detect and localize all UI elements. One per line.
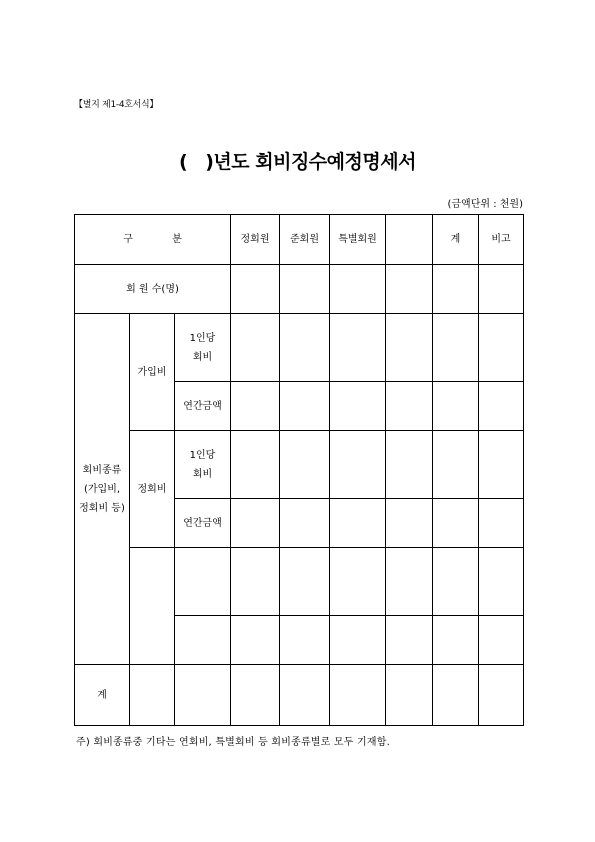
total-label: 계 bbox=[75, 665, 130, 726]
table-cell[interactable] bbox=[386, 382, 433, 431]
table-cell[interactable] bbox=[231, 665, 280, 726]
title-open-paren: ( bbox=[179, 151, 188, 173]
table-cell[interactable] bbox=[280, 499, 330, 548]
table-cell[interactable] bbox=[433, 382, 479, 431]
table-cell[interactable] bbox=[231, 548, 280, 616]
table-cell[interactable] bbox=[231, 499, 280, 548]
table-cell[interactable] bbox=[479, 382, 524, 431]
header-special-member: 특별회원 bbox=[330, 215, 386, 265]
per-person-fee-label: 1인당 회비 bbox=[175, 314, 231, 382]
table-cell[interactable] bbox=[280, 431, 330, 499]
fee-types-label: 회비종류 (가입비, 정회비 등) bbox=[75, 314, 130, 665]
table-cell[interactable] bbox=[130, 665, 175, 726]
table-cell[interactable] bbox=[479, 616, 524, 665]
table-cell[interactable] bbox=[280, 382, 330, 431]
table-cell[interactable] bbox=[330, 665, 386, 726]
table-row bbox=[75, 314, 524, 382]
group-other-blank bbox=[130, 548, 175, 665]
table-cell[interactable] bbox=[479, 314, 524, 382]
table-cell[interactable] bbox=[231, 314, 280, 382]
table-cell[interactable] bbox=[479, 665, 524, 726]
table-cell[interactable] bbox=[479, 431, 524, 499]
group-joining-fee: 가입비 bbox=[130, 314, 175, 431]
table-cell[interactable] bbox=[386, 548, 433, 616]
table-cell[interactable] bbox=[433, 548, 479, 616]
table-cell[interactable] bbox=[330, 314, 386, 382]
member-count-label: 회 원 수(명) bbox=[75, 265, 231, 314]
table-cell[interactable] bbox=[433, 616, 479, 665]
table-cell[interactable] bbox=[231, 265, 280, 314]
header-blank bbox=[386, 215, 433, 265]
amount-unit-note: (금액단위 : 천원) bbox=[447, 199, 523, 210]
table-row bbox=[75, 548, 524, 616]
header-regular-member: 정회원 bbox=[231, 215, 280, 265]
table-cell[interactable] bbox=[330, 265, 386, 314]
table-cell[interactable] bbox=[433, 314, 479, 382]
header-remarks: 비고 bbox=[479, 215, 524, 265]
table-cell[interactable] bbox=[330, 431, 386, 499]
table-cell[interactable] bbox=[280, 665, 330, 726]
table-cell[interactable] bbox=[479, 265, 524, 314]
table-cell[interactable] bbox=[386, 265, 433, 314]
item-blank bbox=[175, 616, 231, 665]
table-cell[interactable] bbox=[386, 616, 433, 665]
header-total: 계 bbox=[433, 215, 479, 265]
annual-amount-label: 연간금액 bbox=[175, 382, 231, 431]
table-cell[interactable] bbox=[330, 382, 386, 431]
table-cell[interactable] bbox=[280, 548, 330, 616]
annual-amount-label: 연간금액 bbox=[175, 499, 231, 548]
table-cell[interactable] bbox=[386, 499, 433, 548]
table-cell[interactable] bbox=[280, 265, 330, 314]
table-cell[interactable] bbox=[433, 265, 479, 314]
form-number-label: 【별지 제1-4호서식】 bbox=[74, 100, 159, 110]
table-cell[interactable] bbox=[386, 314, 433, 382]
table-cell[interactable] bbox=[386, 665, 433, 726]
header-row bbox=[75, 215, 524, 265]
total-row bbox=[75, 665, 524, 726]
table-cell[interactable] bbox=[433, 499, 479, 548]
per-person-fee-label: 1인당 회비 bbox=[175, 431, 231, 499]
table-cell[interactable] bbox=[386, 431, 433, 499]
table-cell[interactable] bbox=[479, 499, 524, 548]
table-cell[interactable] bbox=[280, 616, 330, 665]
table-cell[interactable] bbox=[330, 548, 386, 616]
document-title bbox=[0, 147, 595, 174]
table-cell[interactable] bbox=[280, 314, 330, 382]
header-associate-member: 준회원 bbox=[280, 215, 330, 265]
member-count-row bbox=[75, 265, 524, 314]
title-text: )년도 회비징수예정명세서 bbox=[205, 151, 416, 173]
table-cell[interactable] bbox=[433, 431, 479, 499]
footnote: 주) 회비종류중 기타는 연회비, 특별회비 등 회비종류별로 모두 기재함. bbox=[76, 737, 390, 748]
table-cell[interactable] bbox=[330, 616, 386, 665]
table-cell[interactable] bbox=[433, 665, 479, 726]
table-cell[interactable] bbox=[231, 616, 280, 665]
table-cell[interactable] bbox=[330, 499, 386, 548]
table-cell[interactable] bbox=[479, 548, 524, 616]
table-row bbox=[75, 431, 524, 499]
header-category: 구 분 bbox=[75, 215, 231, 265]
fee-schedule-table bbox=[74, 214, 524, 726]
table-cell[interactable] bbox=[231, 431, 280, 499]
item-blank bbox=[175, 548, 231, 616]
group-regular-fee: 정회비 bbox=[130, 431, 175, 548]
table-cell[interactable] bbox=[175, 665, 231, 726]
table-cell[interactable] bbox=[231, 382, 280, 431]
